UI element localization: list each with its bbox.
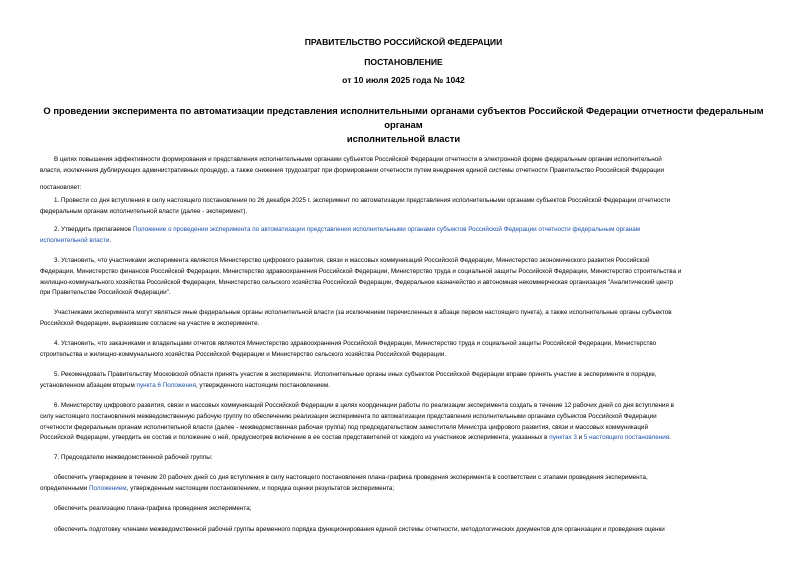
title-line: исполнительной власти	[346, 133, 461, 144]
paragraph-line: власти, исключения дублирующих административных процедур, а также снижения трудозатрат при формировании отчетности путем внедрения единой системы отчетности Правительство Российской Федерации	[40, 166, 665, 174]
document-title	[30, 104, 777, 146]
paragraph-line: В целях повышения эффективности формирования и представления исполнительными органами субъектов Российской Федерации отчетности в электронной форме федеральным органам исполнительной	[54, 156, 662, 163]
paragraph-line	[40, 433, 768, 444]
paragraph-text: , утвержденного настоящим постановлением.	[195, 381, 330, 389]
resolves-line: постановляет:	[40, 184, 82, 191]
date-number-heading: от 10 июля 2025 года № 1042	[342, 75, 465, 85]
paragraph-line: отчетности федеральным органам исполнительной власти (далее - межведомственная рабочая группа) под председательством заместителя Министра цифрового развития, связи и массовых коммуникаций	[40, 423, 648, 431]
paragraph-6	[40, 401, 768, 444]
paragraph-line: при Правительстве Российской Федерации".	[40, 289, 171, 297]
point-6-link[interactable]: пункта 6 Положения	[136, 381, 196, 389]
paragraph-4	[40, 339, 768, 361]
paragraph-line	[40, 381, 768, 392]
government-heading: ПРАВИТЕЛЬСТВО РОССИЙСКОЙ ФЕДЕРАЦИИ	[304, 37, 503, 47]
paragraph-7-item-2	[40, 504, 768, 515]
paragraph-line: строительства и жилищно-коммунального хозяйства Российской Федерации и Министерство сельского хозяйства Российской Федерации.	[40, 350, 447, 358]
paragraph-3-participants	[40, 308, 768, 330]
paragraph-line: жилищно-коммунального хозяйства Российской Федерации, Министерство сельского хозяйства Российской Федерации, Федеральное казначейство и автономная некоммерческая организация "Аналитический центр	[40, 278, 674, 286]
paragraph-line: Участниками эксперимента могут являться иные федеральные органы исполнительной власти (за исключением перечисленных в абзаце первом настоящего пункта), а также исполнительные органы субъектов	[54, 309, 672, 316]
regulation-link[interactable]: Положение о проведении эксперимента по автоматизации представления исполнительными органами субъектов Российской Федерации отчетности федеральным органам	[132, 226, 641, 233]
title-line: О проведении эксперимента по автоматизации представления исполнительными органами субъектов Российской Федерации отчетности федеральным органам	[43, 105, 764, 130]
paragraph-3	[40, 256, 768, 299]
paragraph-5	[40, 370, 768, 392]
document-type-heading: ПОСТАНОВЛЕНИЕ	[364, 57, 443, 67]
paragraph-text: Российской Федерации, утвердить ее состав и положение о ней, предусмотрев включение в ее состав представителей от каждого из участников эксперимента, указанных в	[40, 434, 550, 442]
point-5-link[interactable]: 5 настоящего постановления	[583, 434, 670, 442]
paragraph-text: и	[576, 434, 584, 442]
paragraph-2	[40, 225, 768, 247]
paragraph-text: 2. Утвердить прилагаемое	[54, 226, 133, 233]
paragraph-text: .	[109, 236, 112, 244]
paragraph-line: 4. Установить, что заказчиками и владельцами отчетов являются Министерство здравоохранения Российской Федерации, Министерство труда и социальной защиты Российской Федерации, Министерство	[54, 340, 657, 347]
points-3-link[interactable]: пунктах 3	[549, 434, 577, 442]
paragraph-line: обеспечить реализацию плана-графика проведения эксперимента;	[54, 505, 252, 512]
paragraph-text: , утвержденным настоящим постановлением, и порядка оценки результатов эксперимента;	[126, 484, 395, 492]
paragraph-text: .	[669, 434, 671, 442]
paragraph-line: обеспечить утверждение в течение 20 рабочих дней со дня вступления в силу настоящего постановления плана-графика проведения эксперимента в соответствии с этапами проведения эксперимента,	[54, 474, 648, 481]
paragraph-line: федеральным органам исполнительной власти (далее - эксперимент).	[40, 207, 248, 215]
paragraph-7-item-3	[40, 525, 768, 536]
paragraph-line	[40, 484, 768, 495]
paragraph-text: установленном абзацем вторым	[40, 381, 137, 389]
paragraph-line	[40, 225, 768, 236]
paragraph-line: 6. Министерству цифрового развития, связи и массовых коммуникаций Российской Федерации в целях координации работы по реализации эксперимента создать в течение 12 рабочих дней со дня вступления в	[54, 402, 675, 409]
intro-paragraph	[40, 155, 768, 177]
paragraph-7-item-1	[40, 473, 768, 495]
regulation-short-link[interactable]: Положением	[89, 484, 127, 492]
paragraph-line: силу настоящего постановления межведомственную рабочую группу по обеспечению реализации эксперимента по автоматизации представления исполнительными органами субъектов Российской Федерации	[40, 412, 657, 420]
paragraph-line: 3. Установить, что участниками эксперимента являются Министерство цифрового развития, связи и массовых коммуникаций Российской Федерации, Министерство экономического развития Российской	[54, 257, 650, 264]
paragraph-line: Российской Федерации, выразившие согласие на участие в эксперименте.	[40, 319, 260, 327]
paragraph-line: 5. Рекомендовать Правительству Московской области принять участие в эксперименте. Исполнительные органы иных субъектов Российской Федерации вправе принять участие в эксперименте в порядке,	[54, 371, 657, 378]
regulation-link-continued[interactable]: исполнительной власти	[40, 236, 110, 244]
paragraph-line: 7. Председателю межведомственной рабочей группы:	[54, 454, 213, 461]
paragraph-1	[40, 196, 768, 218]
paragraph-line	[40, 236, 768, 247]
paragraph-7	[40, 453, 768, 464]
paragraph-text: определенными	[40, 484, 89, 492]
paragraph-line: обеспечить подготовку членами межведомственной рабочей группы временного порядка функционирования единой системы отчетности, методологических документов для организации и проведения оценки	[54, 526, 665, 533]
paragraph-line: 1. Провести со дня вступления в силу настоящего постановления по 26 декабря 2025 г. эксперимент по автоматизации представления исполнительными органами субъектов Российской Федерации отчетности	[54, 197, 671, 204]
paragraph-line: Федерации, Министерство финансов Российской Федерации, Министерство здравоохранения Российской Федерации, Министерство труда и социальной защиты Российской Федерации, Министерство строительства и	[40, 267, 682, 275]
